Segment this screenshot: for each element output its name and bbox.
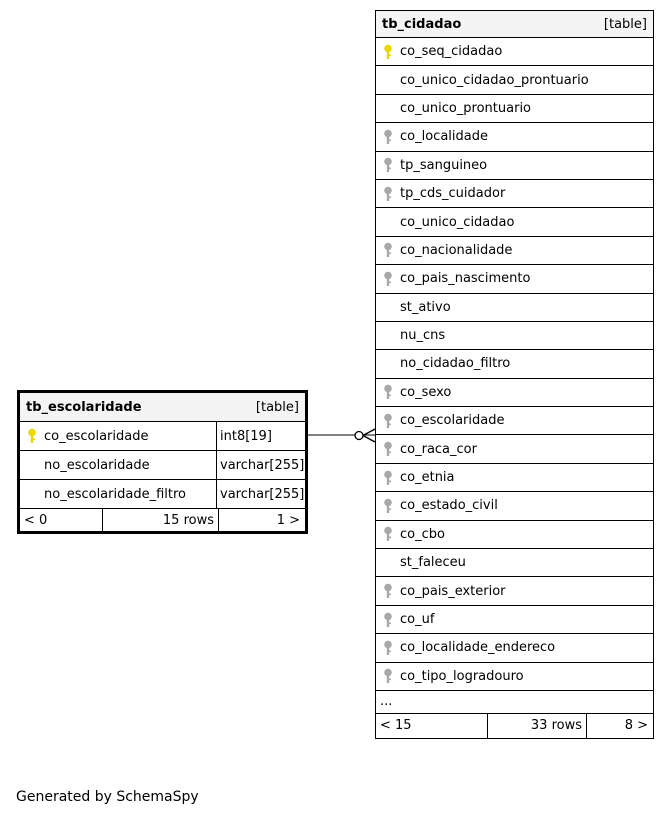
more-columns-ellipsis: ... — [376, 691, 653, 714]
column-name: co_nacionalidade — [400, 242, 513, 258]
column-row[interactable] — [376, 152, 653, 180]
column-name: co_escolaridade — [44, 422, 217, 450]
column-name: co_estado_civil — [400, 498, 498, 514]
foreign-key-icon — [376, 668, 400, 684]
column-row[interactable] — [376, 294, 653, 322]
parents-count[interactable]: < 0 — [20, 509, 103, 531]
column-row[interactable] — [20, 422, 305, 451]
column-row[interactable] — [376, 492, 653, 520]
foreign-key-icon — [376, 129, 400, 145]
column-row[interactable] — [376, 464, 653, 492]
foreign-key-icon — [376, 384, 400, 400]
foreign-key-icon — [376, 612, 400, 628]
column-row[interactable] — [376, 208, 653, 236]
column-name: no_escolaridade — [44, 451, 217, 479]
foreign-key-icon — [376, 470, 400, 486]
column-row[interactable] — [376, 180, 653, 208]
column-name: co_escolaridade — [400, 413, 505, 429]
column-row[interactable] — [376, 379, 653, 407]
column-name: co_pais_exterior — [400, 583, 506, 599]
column-name: st_ativo — [400, 299, 451, 315]
primary-key-icon — [20, 428, 44, 444]
table-tb-cidadao[interactable] — [375, 10, 654, 739]
column-row[interactable] — [376, 521, 653, 549]
column-row[interactable] — [20, 480, 305, 509]
foreign-key-icon — [376, 242, 400, 258]
table-name[interactable]: tb_cidadao — [382, 16, 462, 32]
column-name: co_unico_cidadao — [400, 214, 515, 230]
foreign-key-icon — [376, 583, 400, 599]
row-count: 15 rows — [103, 509, 219, 531]
column-row[interactable] — [376, 322, 653, 350]
column-name: nu_cns — [400, 328, 446, 344]
foreign-key-icon — [376, 640, 400, 656]
column-name: co_seq_cidadao — [400, 44, 503, 60]
children-count[interactable]: 8 > — [624, 718, 648, 734]
column-name: co_raca_cor — [400, 441, 477, 457]
column-name: co_cbo — [400, 526, 445, 542]
column-name: co_etnia — [400, 470, 455, 486]
column-row[interactable] — [376, 123, 653, 151]
column-row[interactable] — [376, 95, 653, 123]
column-name: co_localidade — [400, 129, 488, 145]
column-row[interactable] — [376, 66, 653, 94]
column-name: co_tipo_logradouro — [400, 668, 524, 684]
column-row[interactable] — [376, 435, 653, 463]
column-name: no_cidadao_filtro — [400, 356, 511, 372]
table-tb-escolaridade[interactable] — [17, 390, 308, 534]
zero-cardinality-marker — [355, 432, 363, 440]
foreign-key-icon — [376, 271, 400, 287]
column-name: st_faleceu — [400, 555, 466, 571]
column-name: co_sexo — [400, 384, 452, 400]
column-type: varchar[255] — [220, 486, 305, 502]
table-kind-label: [table] — [255, 399, 299, 415]
row-count: 33 rows — [488, 714, 587, 738]
column-name: tp_sanguineo — [400, 157, 488, 173]
table-footer — [20, 509, 305, 531]
column-row[interactable] — [20, 451, 305, 480]
column-row[interactable] — [376, 237, 653, 265]
column-type: varchar[255] — [220, 457, 305, 473]
column-row[interactable] — [376, 350, 653, 378]
table-kind-label: [table] — [603, 16, 647, 32]
foreign-key-icon — [376, 186, 400, 202]
column-row[interactable] — [376, 606, 653, 634]
column-name: tp_cds_cuidador — [400, 186, 506, 202]
column-name: no_escolaridade_filtro — [44, 480, 217, 508]
table-footer — [376, 714, 653, 738]
table-header — [20, 393, 305, 422]
column-name: co_pais_nascimento — [400, 271, 531, 287]
primary-key-icon — [376, 44, 400, 60]
children-count[interactable]: 1 > — [276, 512, 300, 528]
column-name: co_localidade_endereco — [400, 640, 556, 656]
foreign-key-icon — [376, 526, 400, 542]
column-name: co_uf — [400, 612, 435, 627]
column-row[interactable] — [376, 265, 653, 293]
column-row[interactable] — [376, 577, 653, 605]
column-row[interactable] — [376, 634, 653, 662]
generated-by-text: Generated by SchemaSpy — [16, 789, 199, 805]
table-header — [376, 11, 653, 38]
column-type: int8[19] — [220, 428, 272, 444]
foreign-key-icon — [376, 441, 400, 457]
column-row[interactable] — [376, 663, 653, 691]
foreign-key-icon — [376, 498, 400, 514]
table-name[interactable]: tb_escolaridade — [26, 399, 142, 415]
foreign-key-icon — [376, 413, 400, 429]
column-name: co_unico_prontuario — [400, 100, 532, 116]
foreign-key-icon — [376, 157, 400, 173]
column-row[interactable] — [376, 549, 653, 577]
column-row[interactable] — [376, 407, 653, 435]
parents-count[interactable]: < 15 — [376, 714, 488, 738]
column-row[interactable] — [376, 38, 653, 66]
column-name: co_unico_cidadao_prontuario — [400, 72, 589, 88]
